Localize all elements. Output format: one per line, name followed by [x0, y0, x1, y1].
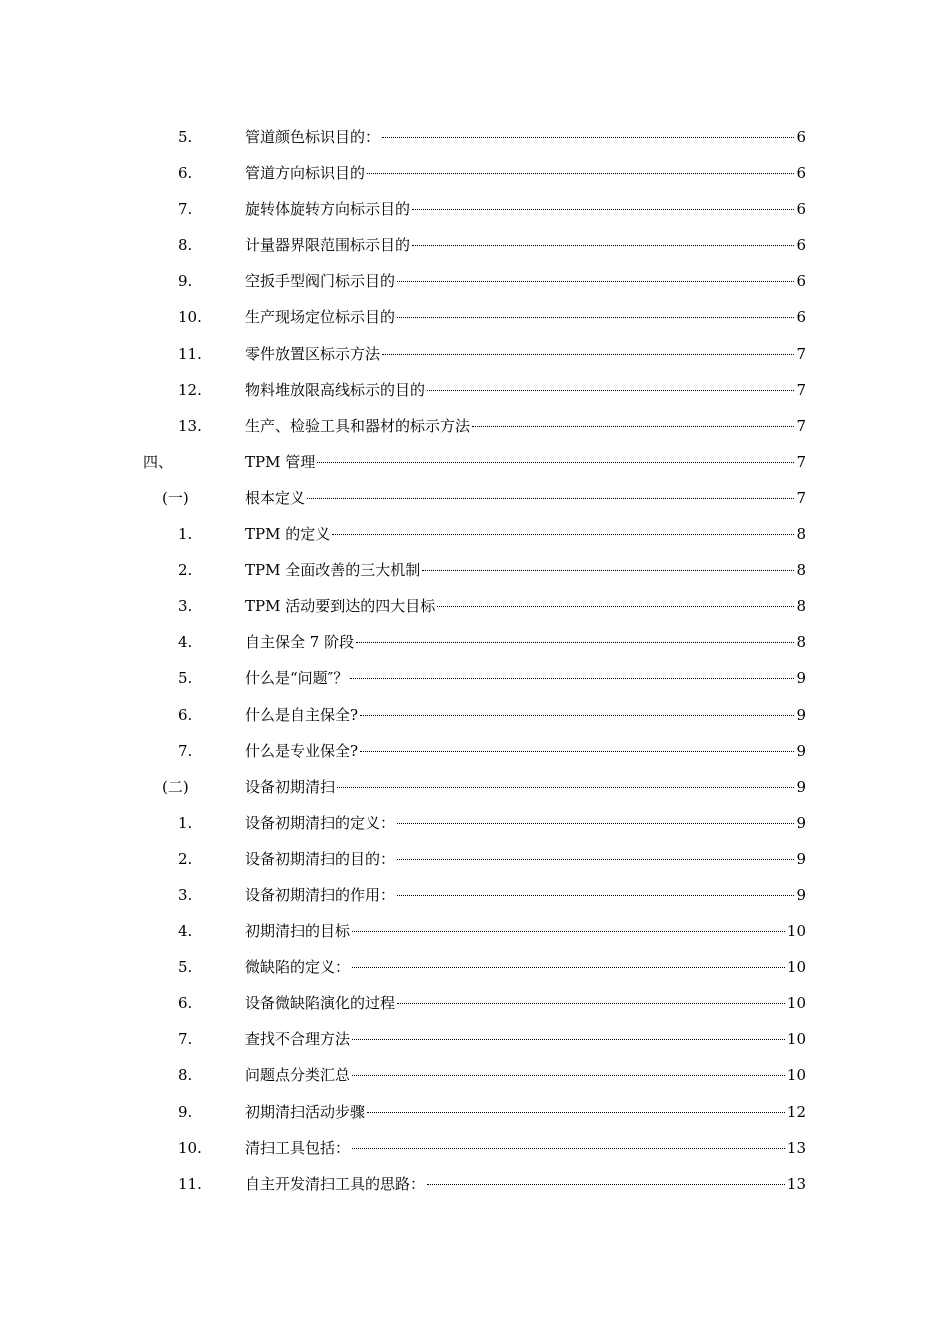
toc-entry-title: 什么是“问题″？ [245, 669, 349, 688]
toc-entry-number: 1. [178, 813, 193, 832]
toc-entry-page: 13 [786, 1138, 806, 1157]
toc-dot-leader [352, 931, 785, 932]
toc-entry-number: 10. [178, 308, 202, 327]
toc-entry-number: 11. [178, 1174, 202, 1193]
toc-entry-number: 8. [178, 236, 193, 255]
toc-dot-leader [397, 1003, 785, 1004]
toc-entry-body [245, 913, 806, 949]
toc-entry-number: 12. [178, 380, 202, 399]
toc-entry-number: 6. [178, 705, 193, 724]
toc-entry-page: 6 [796, 272, 806, 291]
toc-dot-leader [427, 390, 794, 391]
toc-entry-page: 8 [796, 561, 806, 580]
toc-entry-title: 设备微缺陷演化的过程 [245, 994, 396, 1013]
toc-entry-page: 10 [786, 1066, 806, 1085]
toc-dot-leader [397, 281, 794, 282]
toc-entry[interactable] [0, 877, 950, 913]
toc-entry-number: 4. [178, 922, 193, 941]
toc-entry-title: 零件放置区标示方法 [245, 344, 381, 363]
toc-entry-number: 2. [178, 561, 193, 580]
toc-dot-leader [397, 317, 794, 318]
toc-entry-page: 8 [796, 525, 806, 544]
toc-entry-title: 什么是专业保全? [245, 741, 359, 760]
toc-entry[interactable] [0, 769, 950, 805]
toc-entry-number: 7. [178, 200, 193, 219]
toc-entry[interactable] [0, 985, 950, 1021]
toc-dot-leader [437, 606, 794, 607]
toc-entry-body [245, 877, 806, 913]
toc-entry-title: 管道颜色标识目的： [245, 128, 381, 146]
toc-dot-leader [360, 751, 794, 752]
toc-dot-leader [356, 642, 794, 643]
toc-dot-leader [397, 859, 794, 860]
toc-entry-body [245, 516, 806, 552]
toc-entry-title: 自主保全 7 阶段 [245, 633, 355, 652]
toc-entry-body [245, 336, 806, 372]
toc-entry-title: 清扫工具包括： [245, 1138, 351, 1157]
toc-entry[interactable] [0, 480, 950, 516]
toc-entry-page: 9 [796, 813, 806, 832]
toc-entry-page: 9 [796, 669, 806, 688]
toc-entry-page: 9 [796, 849, 806, 868]
toc-entry-number: (一) [162, 488, 189, 507]
toc-entry-title: 设备初期清扫 [245, 777, 336, 796]
toc-entry-title: 旋转体旋转方向标示目的 [245, 200, 411, 219]
toc-entry[interactable] [0, 733, 950, 769]
toc-entry-page: 6 [796, 236, 806, 255]
toc-entry-title: 管道方向标识目的 [245, 164, 366, 183]
toc-entry-number: 2. [178, 849, 193, 868]
toc-entry[interactable] [0, 444, 950, 480]
toc-entry-title: TPM 管理 [245, 452, 316, 471]
toc-entry-title: 初期清扫活动步骤 [245, 1102, 366, 1121]
toc-entry-number: 5. [178, 958, 193, 977]
toc-dot-leader [337, 787, 794, 788]
toc-entry-number: 11. [178, 344, 202, 363]
toc-entry-title: 什么是自主保全? [245, 705, 359, 724]
toc-entry-body [245, 1057, 806, 1093]
toc-entry-page: 6 [796, 308, 806, 327]
toc-entry-title: 设备初期清扫的目的： [245, 849, 396, 868]
toc-entry-number: 3. [178, 885, 193, 904]
toc-dot-leader [317, 462, 794, 463]
toc-dot-leader [352, 1075, 785, 1076]
toc-entry-title: 微缺陷的定义： [245, 958, 351, 977]
toc-entry-body [245, 769, 806, 805]
toc-entry[interactable] [0, 1057, 950, 1093]
toc-dot-leader [397, 823, 794, 824]
toc-entry-title: TPM 活动要到达的四大目标 [245, 597, 436, 616]
toc-dot-leader [472, 426, 794, 427]
toc-entry-number: 9. [178, 1102, 193, 1121]
toc-entry-page: 7 [796, 380, 806, 399]
toc-entry[interactable] [0, 155, 950, 191]
toc-entry[interactable] [0, 588, 950, 624]
toc-entry[interactable] [0, 1130, 950, 1166]
toc-entry-title: 物料堆放限高线标示的目的 [245, 380, 426, 399]
toc-entry-number: 4. [178, 633, 193, 652]
toc-entry-page: 6 [796, 200, 806, 219]
toc-entry-page: 12 [786, 1102, 806, 1121]
toc-dot-leader [360, 715, 794, 716]
toc-entry-title: 设备初期清扫的定义： [245, 813, 396, 832]
table-of-contents [0, 119, 950, 1202]
toc-entry-body [245, 624, 806, 660]
toc-entry-body [245, 227, 806, 263]
toc-entry-number: 5. [178, 669, 193, 688]
toc-entry-number: 10. [178, 1138, 202, 1157]
toc-entry[interactable] [0, 841, 950, 877]
toc-dot-leader [352, 967, 785, 968]
toc-entry-body [245, 408, 806, 444]
toc-entry-title: 初期清扫的目标 [245, 922, 351, 941]
toc-entry-number: 9. [178, 272, 193, 291]
toc-entry-page: 6 [796, 164, 806, 183]
toc-dot-leader [422, 570, 794, 571]
toc-entry-page: 7 [796, 488, 806, 507]
toc-dot-leader [367, 173, 794, 174]
toc-entry-title: 空扳手型阀门标示目的 [245, 272, 396, 291]
toc-entry-page: 13 [786, 1174, 806, 1193]
toc-dot-leader [352, 1148, 785, 1149]
toc-entry-body [245, 1094, 806, 1130]
toc-entry[interactable] [0, 1166, 950, 1202]
toc-entry-number: 6. [178, 164, 193, 183]
toc-entry-body [245, 299, 806, 335]
toc-entry-number: 8. [178, 1066, 193, 1085]
toc-entry[interactable] [0, 263, 950, 299]
toc-entry[interactable] [0, 336, 950, 372]
toc-entry[interactable] [0, 552, 950, 588]
toc-entry-title: 根本定义 [245, 488, 306, 507]
toc-entry-title: 计量器界限范围标示目的 [245, 236, 411, 255]
toc-entry[interactable] [0, 227, 950, 263]
toc-entry-title: TPM 全面改善的三大机制 [245, 561, 421, 580]
toc-entry-number: 7. [178, 1030, 193, 1049]
toc-entry-body [245, 697, 806, 733]
toc-entry-number: 四、 [143, 452, 174, 471]
toc-entry-page: 10 [786, 958, 806, 977]
toc-entry-body [245, 372, 806, 408]
toc-entry-number: 13. [178, 416, 202, 435]
toc-entry[interactable] [0, 624, 950, 660]
toc-dot-leader [332, 534, 794, 535]
toc-entry-number: 7. [178, 741, 193, 760]
toc-entry-page: 10 [786, 994, 806, 1013]
toc-entry[interactable] [0, 1021, 950, 1057]
toc-entry[interactable] [0, 1094, 950, 1130]
toc-entry-page: 7 [796, 344, 806, 363]
toc-entry[interactable] [0, 372, 950, 408]
toc-entry-body [245, 480, 806, 516]
toc-entry-body [245, 119, 806, 155]
toc-entry-page: 7 [796, 416, 806, 435]
toc-entry-body [245, 1021, 806, 1057]
toc-dot-leader [367, 1112, 785, 1113]
toc-entry[interactable] [0, 119, 950, 155]
toc-entry-body [245, 263, 806, 299]
toc-dot-leader [412, 209, 794, 210]
toc-entry-body [245, 841, 806, 877]
toc-dot-leader [382, 354, 794, 355]
toc-entry-number: 5. [178, 128, 193, 146]
toc-entry-title: 自主开发清扫工具的思路： [245, 1174, 426, 1193]
toc-entry-page: 9 [796, 885, 806, 904]
toc-entry-page: 8 [796, 597, 806, 616]
toc-entry[interactable] [0, 949, 950, 985]
toc-entry-title: 查找不合理方法 [245, 1030, 351, 1049]
toc-entry-page: 9 [796, 777, 806, 796]
toc-entry-body [245, 805, 806, 841]
toc-entry-body [245, 1130, 806, 1166]
toc-entry-body [245, 444, 806, 480]
toc-entry-body [245, 660, 806, 696]
toc-dot-leader [382, 137, 794, 138]
toc-entry-page: 10 [786, 922, 806, 941]
toc-entry[interactable] [0, 660, 950, 696]
toc-entry-page: 6 [796, 128, 806, 146]
toc-entry-title: 生产现场定位标示目的 [245, 308, 396, 327]
toc-dot-leader [350, 678, 794, 679]
toc-entry-number: 1. [178, 525, 193, 544]
toc-dot-leader [412, 245, 794, 246]
toc-entry-page: 9 [796, 741, 806, 760]
toc-entry-page: 8 [796, 633, 806, 652]
toc-entry-title: TPM 的定义 [245, 525, 331, 544]
toc-entry-body [245, 552, 806, 588]
toc-entry[interactable] [0, 408, 950, 444]
toc-entry-title: 设备初期清扫的作用： [245, 885, 396, 904]
toc-entry-title: 问题点分类汇总 [245, 1066, 351, 1085]
toc-dot-leader [307, 498, 794, 499]
toc-entry-body [245, 949, 806, 985]
toc-entry-number: 6. [178, 994, 193, 1013]
toc-dot-leader [352, 1039, 785, 1040]
toc-entry-body [245, 155, 806, 191]
toc-entry-body [245, 733, 806, 769]
toc-entry[interactable] [0, 516, 950, 552]
toc-dot-leader [397, 895, 794, 896]
toc-entry-body [245, 191, 806, 227]
toc-dot-leader [427, 1184, 785, 1185]
toc-entry[interactable] [0, 913, 950, 949]
toc-entry-body [245, 588, 806, 624]
toc-entry-number: (二) [162, 777, 189, 796]
toc-entry-page: 7 [796, 452, 806, 471]
toc-entry[interactable] [0, 299, 950, 335]
toc-entry[interactable] [0, 191, 950, 227]
toc-entry-page: 9 [796, 705, 806, 724]
toc-entry[interactable] [0, 697, 950, 733]
toc-entry-body [245, 985, 806, 1021]
toc-entry-page: 10 [786, 1030, 806, 1049]
toc-entry[interactable] [0, 805, 950, 841]
toc-entry-title: 生产、检验工具和器材的标示方法 [245, 416, 471, 435]
toc-entry-number: 3. [178, 597, 193, 616]
toc-entry-body [245, 1166, 806, 1202]
